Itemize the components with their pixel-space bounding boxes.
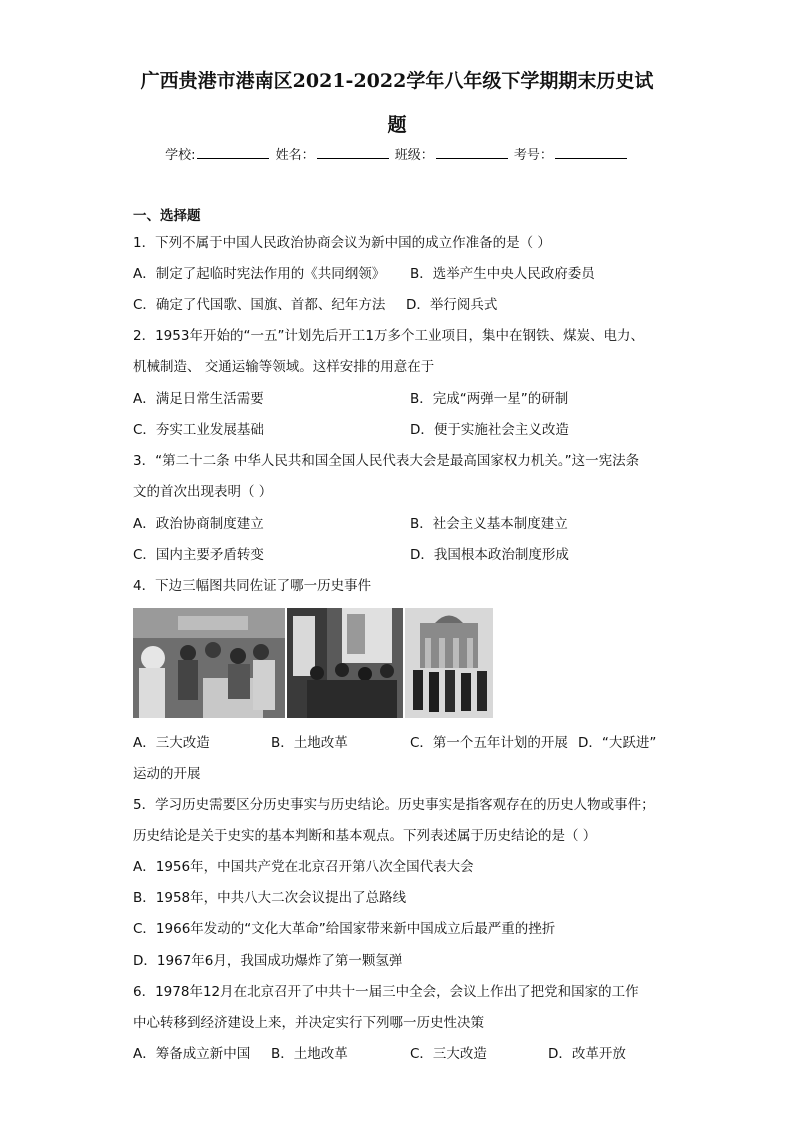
q6-stem-2: 中心转移到经济建设上来，并决定实行下列哪一历史性决策 (133, 1015, 484, 1031)
q4-option-d-cont: 运动的开展 (133, 766, 201, 782)
title-line-2: 题 (387, 114, 407, 136)
q3-option-c: C．国内主要矛盾转变 (133, 547, 264, 563)
class-blank[interactable] (436, 146, 508, 159)
q6-option-b: B．土地改革 (271, 1046, 348, 1062)
q4-option-d: D．“大跃进” (578, 735, 657, 751)
name-blank[interactable] (317, 146, 389, 159)
q4-option-a: A．三大改造 (133, 735, 210, 751)
name-label: 姓名： (275, 148, 315, 163)
title-line-1: 广西贵港市港南区2021-2022学年八年级下学期期末历史试 (140, 70, 654, 92)
q2-option-b: B．完成“两弹一星”的研制 (410, 391, 569, 407)
school-label: 学校: (165, 148, 196, 163)
q2-option-a: A．满足日常生活需要 (133, 391, 264, 407)
q3-option-d: D．我国根本政治制度形成 (410, 547, 569, 563)
q3-option-b: B．社会主义基本制度建立 (410, 516, 568, 532)
q2-option-d: D．便于实施社会主义改造 (410, 422, 569, 438)
number-label: 考号： (513, 148, 553, 163)
q1-stem: 1．下列不属于中国人民政治协商会议为新中国的成立作准备的是（ ） (133, 235, 551, 251)
number-blank[interactable] (555, 146, 627, 159)
q3-stem-1: 3．“第二十二条 中华人民共和国全国人民代表大会是最高国家权力机关。”这一宪法条 (133, 453, 640, 469)
q6-option-c: C．三大改造 (410, 1046, 487, 1062)
q5-option-c: C．1966年发动的“文化大革命”给国家带来新中国成立后最严重的挫折 (133, 921, 556, 937)
q5-option-b: B．1958年，中共八大二次会议提出了总路线 (133, 890, 407, 906)
q5-stem-2: 历史结论是关于史实的基本判断和基本观点。下列表述属于历史结论的是（ ） (133, 828, 597, 844)
q6-option-d: D．改革开放 (548, 1046, 626, 1062)
q5-option-d: D．1967年6月，我国成功爆炸了第一颗氢弹 (133, 953, 403, 969)
q4-stem: 4．下边三幅图共同佐证了哪一历史事件 (133, 578, 372, 594)
historical-photo-3 (405, 608, 493, 718)
q3-stem-2: 文的首次出现表明（ ） (133, 484, 273, 500)
q6-stem-1: 6．1978年12月在北京召开了中共十一届三中全会，会议上作出了把党和国家的工作 (133, 984, 639, 1000)
historical-photo-1 (133, 608, 285, 718)
q5-option-a: A．1956年，中国共产党在北京召开第八次全国代表大会 (133, 859, 474, 875)
q5-stem-1: 5．学习历史需要区分历史事实与历史结论。历史事实是指客观存在的历史人物或事件； (133, 797, 655, 813)
q1-option-d: D．举行阅兵式 (406, 297, 498, 313)
q4-option-b: B．土地改革 (271, 735, 348, 751)
q3-option-a: A．政治协商制度建立 (133, 516, 264, 532)
q4-option-c: C．第一个五年计划的开展 (410, 735, 568, 751)
q2-option-c: C．夯实工业发展基础 (133, 422, 264, 438)
q2-stem-1: 2．1953年开始的“一五”计划先后开工1万多个工业项目，集中在钢铁、煤炭、电力、 (133, 328, 645, 344)
school-blank[interactable] (197, 146, 269, 159)
historical-photo-2 (287, 608, 403, 718)
student-info-row (0, 144, 794, 163)
q6-option-a: A．筹备成立新中国 (133, 1046, 251, 1062)
class-label: 班级： (394, 148, 434, 163)
q1-option-c: C．确定了代国歌、国旗、首都、纪年方法 (133, 297, 386, 313)
q1-option-b: B．选举产生中央人民政府委员 (410, 266, 595, 282)
q2-stem-2: 机械制造、 交通运输等领域。这样安排的用意在于 (133, 359, 435, 375)
q1-option-a: A．制定了起临时宪法作用的《共同纲领》 (133, 266, 386, 282)
section-heading: 一、选择题 (133, 208, 201, 224)
